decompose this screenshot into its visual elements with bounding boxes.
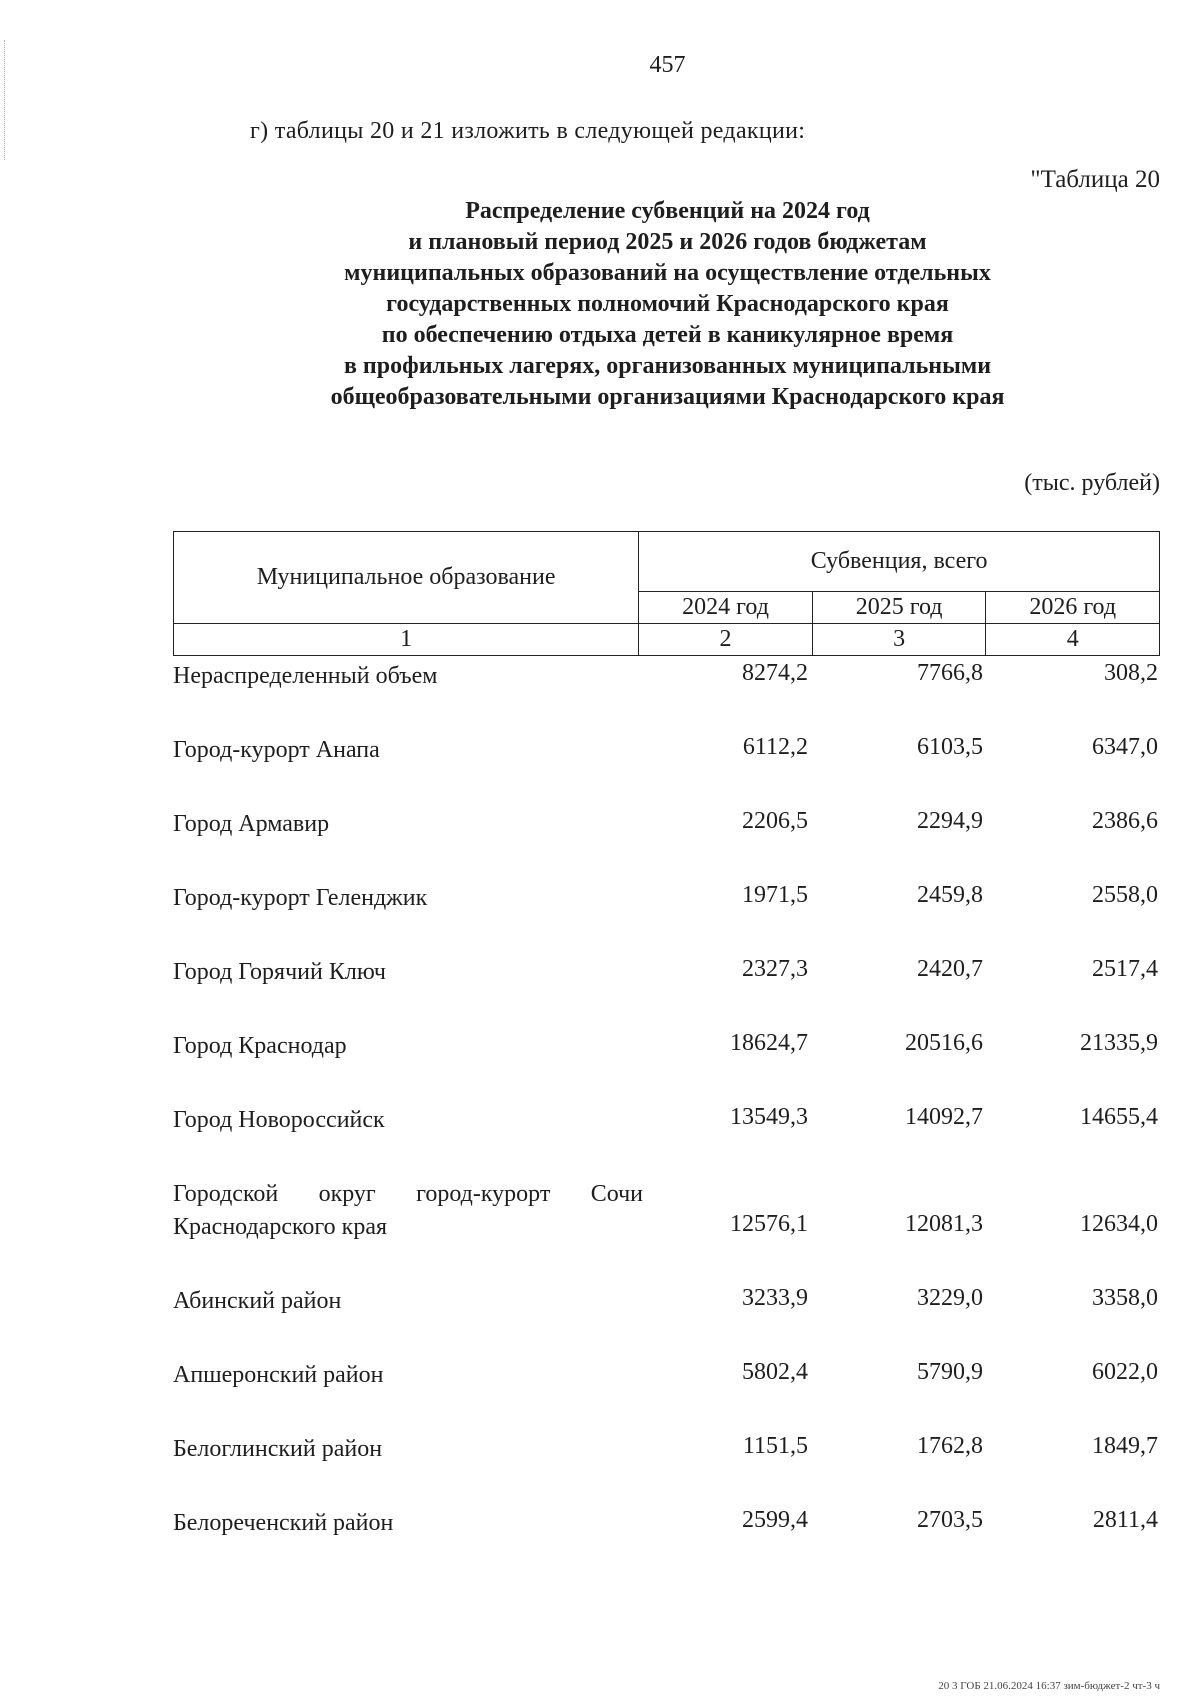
row-value-2024: 12576,1 — [730, 1211, 808, 1237]
row-value-2024: 1971,5 — [742, 882, 808, 908]
row-value-2026: 6022,0 — [1092, 1359, 1158, 1385]
row-value-2024: 1151,5 — [742, 1433, 808, 1459]
intro-text: г) таблицы 20 и 21 изложить в следующей редакции: — [250, 118, 806, 144]
table-label: "Таблица 20 — [1030, 166, 1160, 193]
title-line: общеобразовательными организациями Краснодарского края — [330, 384, 1005, 410]
title-line: по обеспечению отдыха детей в каникулярное время — [381, 322, 954, 348]
row-name: Город Армавир — [173, 811, 330, 837]
footer-stamp: 20 3 ГОБ 21.06.2024 16:37 зим-бюджет-2 чт-3 ч — [938, 1680, 1160, 1692]
row-value-2026: 2386,6 — [1092, 808, 1158, 834]
units-label: (тыс. рублей) — [1024, 470, 1160, 496]
row-value-2026: 2811,4 — [1092, 1507, 1158, 1533]
row-value-2024: 13549,3 — [730, 1104, 808, 1130]
row-name: Белоглинский район — [173, 1436, 383, 1462]
row-value-2024: 6112,2 — [742, 734, 808, 760]
title-line: в профильных лагерях, организованных муниципальными — [343, 353, 992, 379]
row-value-2025: 2703,5 — [917, 1507, 983, 1533]
row-name: Городской округ город-курорт Сочи Краснодарского края — [173, 1181, 643, 1240]
row-value-2024: 2206,5 — [742, 808, 808, 834]
row-value-2025: 7766,8 — [917, 660, 983, 686]
row-value-2026: 1849,7 — [1092, 1433, 1158, 1459]
header-year-2024: 2024 год — [639, 592, 813, 624]
row-value-2025: 2294,9 — [917, 808, 983, 834]
row-value-2024: 5802,4 — [742, 1359, 808, 1385]
row-value-2025: 6103,5 — [917, 734, 983, 760]
row-name: Город-курорт Геленджик — [173, 885, 428, 911]
row-value-2025: 1762,8 — [917, 1433, 983, 1459]
row-value-2026: 12634,0 — [1080, 1211, 1158, 1237]
row-value-2024: 2327,3 — [742, 956, 808, 982]
row-value-2025: 12081,3 — [905, 1211, 983, 1237]
row-value-2025: 5790,9 — [917, 1359, 983, 1385]
row-value-2025: 20516,6 — [905, 1030, 983, 1056]
row-value-2026: 2558,0 — [1092, 882, 1158, 908]
row-value-2025: 3229,0 — [917, 1285, 983, 1311]
row-name: Город Горячий Ключ — [173, 959, 386, 985]
table-header — [173, 531, 1160, 656]
header-col-number: 2 — [639, 624, 813, 656]
document-title — [0, 196, 1200, 413]
row-value-2026: 2517,4 — [1092, 956, 1158, 982]
row-name: Город-курорт Анапа — [173, 737, 380, 763]
title-line: и плановый период 2025 и 2026 годов бюджетам — [408, 229, 927, 255]
header-subvention: Субвенция, всего — [639, 532, 1160, 592]
row-name: Город Новороссийск — [173, 1107, 385, 1133]
row-value-2026: 21335,9 — [1080, 1030, 1158, 1056]
row-value-2024: 8274,2 — [742, 660, 808, 686]
header-year-2025: 2025 год — [812, 592, 986, 624]
row-name: Город Краснодар — [173, 1033, 347, 1059]
row-value-2025: 2420,7 — [917, 956, 983, 982]
title-line: Распределение субвенций на 2024 год — [465, 198, 870, 224]
row-value-2026: 6347,0 — [1092, 734, 1158, 760]
row-name: Апшеронский район — [173, 1362, 384, 1388]
header-year-2026: 2026 год — [986, 592, 1160, 624]
title-line: государственных полномочий Краснодарского края — [386, 291, 949, 317]
header-col-number: 3 — [812, 624, 986, 656]
title-line: муниципальных образований на осуществление отдельных — [344, 260, 991, 286]
row-value-2025: 2459,8 — [917, 882, 983, 908]
row-name: Нераспределенный объем — [173, 663, 438, 689]
row-value-2025: 14092,7 — [905, 1104, 983, 1130]
row-name: Абинский район — [173, 1288, 342, 1314]
header-col-number: 1 — [174, 624, 639, 656]
row-value-2026: 14655,4 — [1080, 1104, 1158, 1130]
row-value-2024: 18624,7 — [730, 1030, 808, 1056]
row-value-2026: 308,2 — [1104, 660, 1158, 686]
row-value-2026: 3358,0 — [1092, 1285, 1158, 1311]
page-number: 457 — [649, 52, 686, 78]
header-col-number: 4 — [986, 624, 1160, 656]
header-municipality: Муниципальное образование — [174, 532, 639, 624]
row-name: Белореченский район — [173, 1510, 394, 1536]
row-value-2024: 3233,9 — [742, 1285, 808, 1311]
row-value-2024: 2599,4 — [742, 1507, 808, 1533]
